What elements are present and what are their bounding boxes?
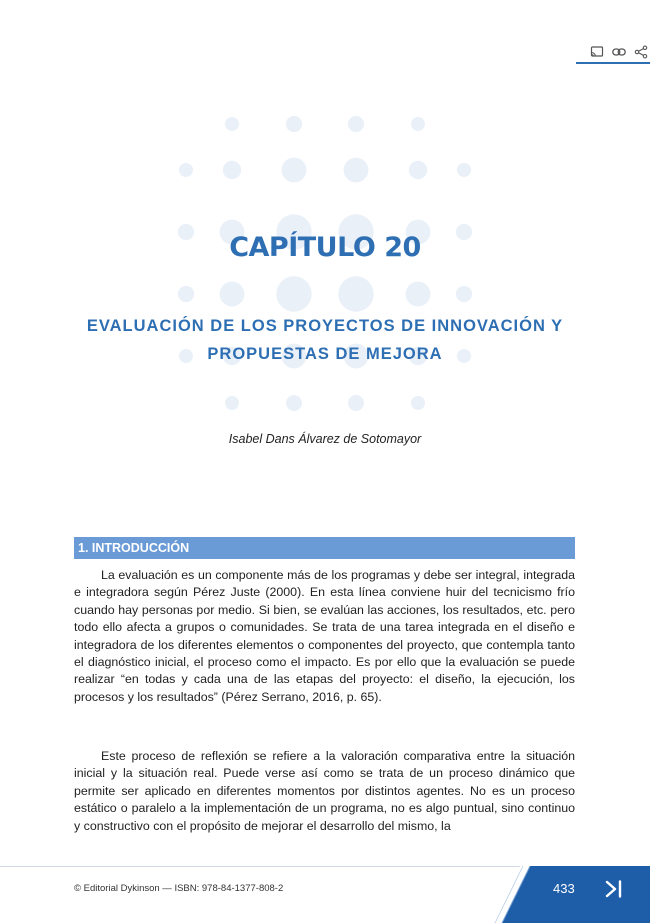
decorative-dot — [225, 396, 239, 410]
section-heading: 1. INTRODUCCIÓN — [74, 537, 575, 559]
body-paragraph: Este proceso de reflexión se refiere a la valoración comparativa entre la situación inicial y la situación real. Puede verse así como se trata de un proceso dinámico que permite ser aplicado en diferentes momentos por distintos agentes. No es un proceso estático o paralelo a la implementación de un programa, no es algo puntual, sino continuo y constructivo con el propósito de mejorar el desarrollo del mismo, la — [74, 749, 575, 833]
decorative-dot — [225, 117, 239, 131]
decorative-dot — [179, 163, 193, 177]
decorative-dot-pattern — [0, 0, 650, 440]
decorative-dot — [406, 282, 431, 307]
decorative-dot — [457, 163, 471, 177]
decorative-dot — [223, 161, 241, 179]
footer-publisher: © Editorial Dykinson — ISBN: 978-84-1377-808-2 — [74, 883, 284, 894]
decorative-dot — [456, 286, 472, 302]
chapter-author: Isabel Dans Álvarez de Sotomayor — [228, 432, 422, 446]
decorative-dot — [338, 276, 373, 311]
decorative-dot — [286, 395, 302, 411]
decorative-dot — [344, 158, 369, 183]
chapter-title: CAPÍTULO 20 — [229, 232, 421, 263]
skip-next-icon[interactable] — [601, 876, 627, 902]
chapter-subtitle: EVALUACIÓN DE LOS PROYECTOS DE INNOVACIÓN Y PROPUESTAS DE MEJORA — [86, 317, 564, 363]
page-number: 433 — [553, 881, 575, 896]
body-paragraph: La evaluación es un componente más de los programas y debe ser integral, integrada e integradora según Pérez Juste (2000). En esta línea conviene huir del tecnicismo frío cuando hay personas por medio. Si bien, se evalúan las acciones, los resultados, etc. pero todo ello afecta a grupos o comunidades. Se trata de una tarea integrada en el diseño e integradora de los diferentes elementos o componentes del proyecto, que contempla tanto el diagnóstico inicial, el proceso como el impacto. Es por ello que la evaluación se puede realizar “en todas y cada una de las etapas del proyecto: el diseño, la ejecución, los procesos y los resultados” (Pérez Serrano, 2016, p. 65). — [74, 568, 575, 704]
decorative-dot — [178, 286, 194, 302]
decorative-dot — [286, 116, 302, 132]
decorative-dot — [411, 117, 425, 131]
decorative-dot — [411, 396, 425, 410]
decorative-dot — [348, 395, 364, 411]
decorative-dot — [282, 158, 307, 183]
decorative-dot — [276, 276, 311, 311]
decorative-dot — [348, 116, 364, 132]
decorative-dot — [409, 161, 427, 179]
footer-rule — [0, 866, 520, 867]
decorative-dot — [220, 282, 245, 307]
